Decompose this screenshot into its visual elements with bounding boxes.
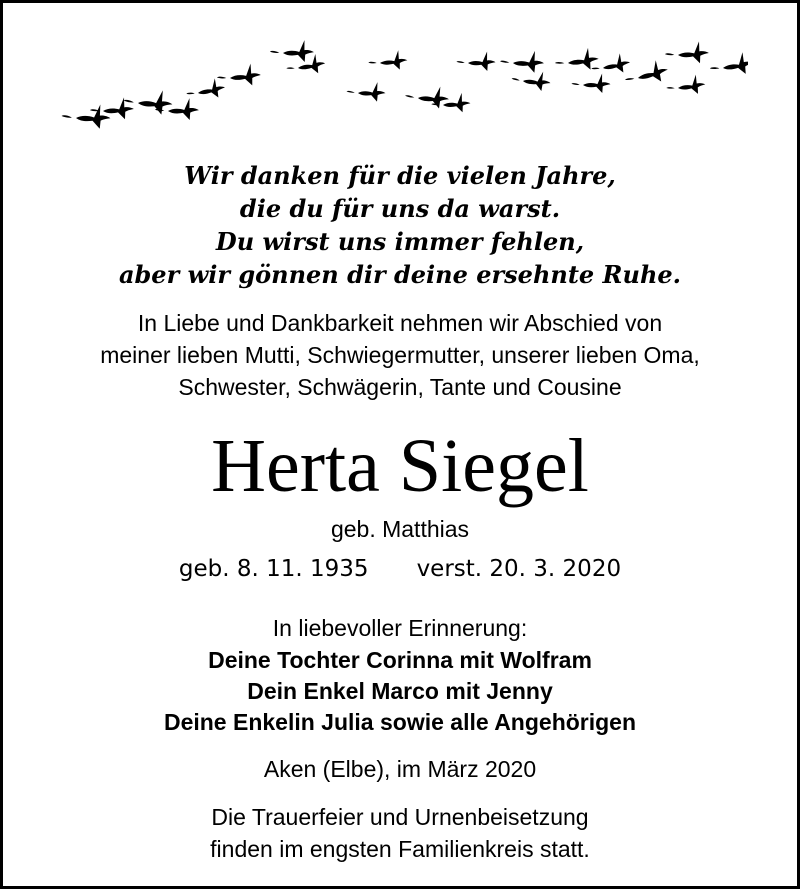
- deceased-name: Herta Siegel: [211, 424, 589, 508]
- crane-silhouette: [553, 46, 600, 79]
- crane-silhouette: [511, 71, 551, 93]
- funeral-note-line: Die Trauerfeier und Urnenbeisetzung: [211, 804, 589, 830]
- birth-date: geb. 8. 11. 1935: [178, 556, 369, 582]
- crane-silhouette: [269, 39, 315, 68]
- intro-line: meiner lieben Mutti, Schwiegermutter, unserer lieben Oma,: [100, 342, 700, 368]
- crane-silhouette: [367, 49, 409, 77]
- mourner-line: Dein Enkel Marco mit Jenny: [247, 678, 553, 704]
- verse-line: aber wir gönnen dir deine ersehnte Ruhe.: [118, 260, 682, 289]
- crane-silhouette: [571, 72, 612, 98]
- verse-line: Wir danken für die vielen Jahre,: [184, 161, 616, 190]
- place-date: Aken (Elbe), im März 2020: [263, 756, 537, 782]
- crane-silhouette: [590, 51, 633, 82]
- flying-cranes-icon: [58, 33, 748, 133]
- death-date: verst. 20. 3. 2020: [416, 556, 622, 582]
- crane-silhouette: [405, 86, 450, 112]
- life-dates: [3, 556, 797, 582]
- crane-silhouette: [456, 50, 497, 76]
- memory-heading: In liebevoller Erinnerung:: [272, 615, 528, 641]
- mourner-line: Deine Enkelin Julia sowie alle Angehörigen: [163, 709, 637, 735]
- crane-silhouette: [346, 81, 387, 105]
- mourner-line: Deine Tochter Corinna mit Wolfram: [208, 647, 592, 673]
- intro-line: In Liebe und Dankbarkeit nehmen wir Abschied von: [137, 310, 663, 336]
- crane-silhouette: [61, 103, 112, 133]
- crane-silhouette: [499, 50, 545, 77]
- crane-silhouette: [285, 52, 327, 82]
- intro-line: Schwester, Schwägerin, Tante und Cousine: [178, 374, 622, 400]
- crane-silhouette: [216, 62, 263, 93]
- crane-silhouette: [665, 73, 707, 102]
- funeral-note-line: finden im engsten Familienkreis statt.: [210, 836, 590, 862]
- crane-silhouette: [708, 50, 748, 84]
- crane-silhouette: [623, 57, 671, 94]
- verse-line: die du für uns da warst.: [239, 194, 561, 223]
- crane-silhouette: [123, 90, 173, 119]
- maiden-name: geb. Matthias: [330, 516, 470, 542]
- crane-silhouette: [185, 76, 228, 107]
- verse-line: Du wirst uns immer fehlen,: [215, 227, 585, 256]
- crane-silhouette: [664, 40, 711, 70]
